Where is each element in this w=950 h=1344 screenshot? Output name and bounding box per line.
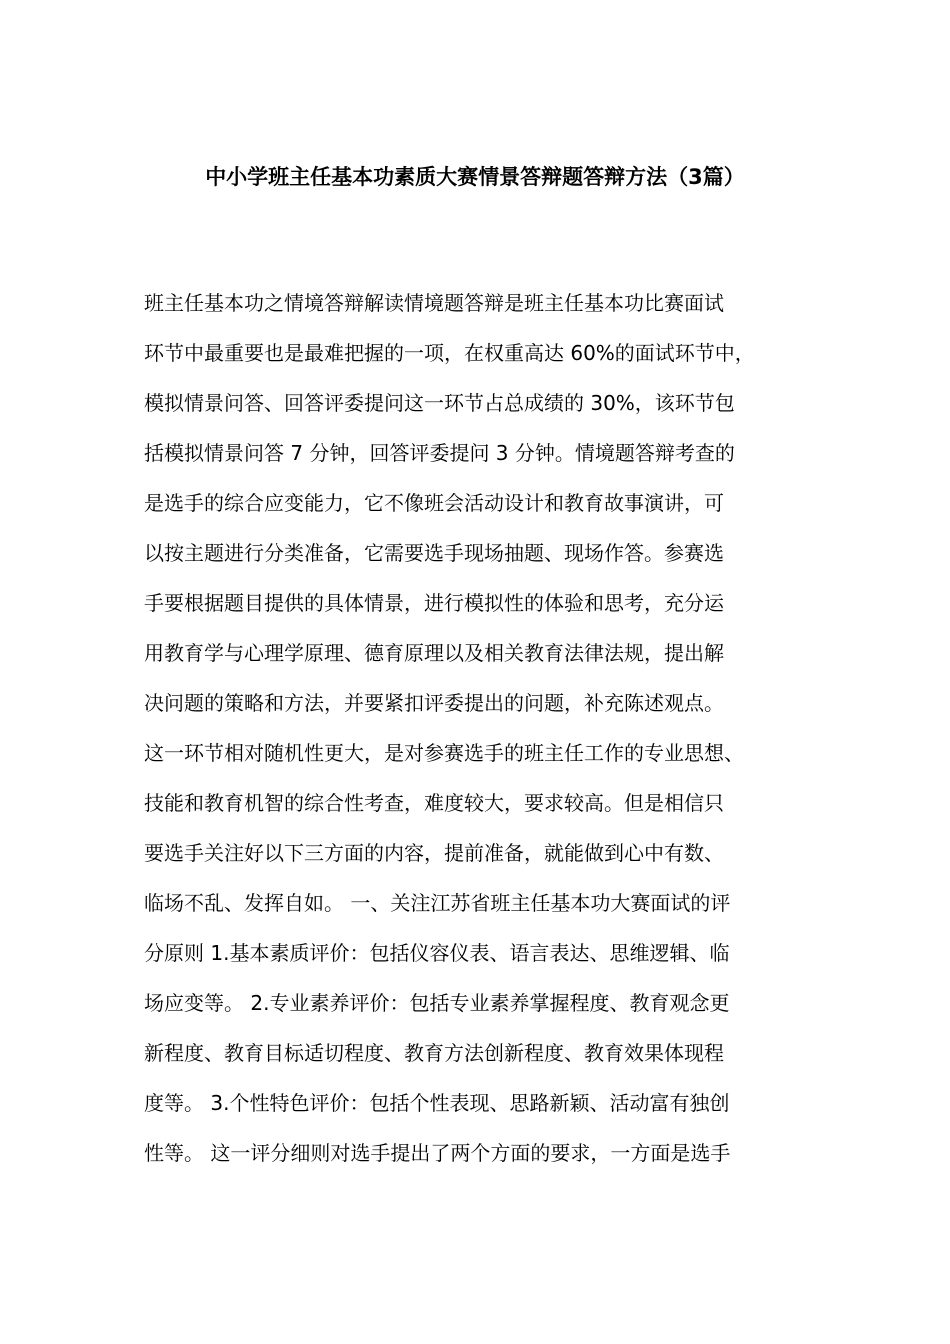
document-title: 中小学班主任基本功素质大赛情景答辩题答辩方法（3篇） — [205, 165, 745, 189]
paragraph-line: 以按主题进行分类准备，它需要选手现场抽题、现场作答。参赛选 — [144, 541, 724, 565]
paragraph-line: 手要根据题目提供的具体情景，进行模拟性的体验和思考，充分运 — [144, 591, 724, 615]
paragraph-line: 技能和教育机智的综合性考查，难度较大，要求较高。但是相信只 — [144, 791, 724, 815]
paragraph-line: 是选手的综合应变能力，它不像班会活动设计和教育故事演讲，可 — [144, 491, 724, 515]
paragraph-line: 模拟情景问答、回答评委提问这一环节占总成绩的 30%，该环节包 — [144, 391, 735, 415]
paragraph-line: 度等。 3.个性特色评价：包括个性表现、思路新颖、活动富有独创 — [144, 1091, 730, 1115]
paragraph-line: 临场不乱、发挥自如。 一、关注江苏省班主任基本功大赛面试的评 — [144, 891, 731, 915]
paragraph-line: 决问题的策略和方法，并要紧扣评委提出的问题，补充陈述观点。 — [144, 691, 724, 715]
paragraph-line: 环节中最重要也是最难把握的一项，在权重高达 60%的面试环节中， — [144, 341, 755, 365]
paragraph-line: 分原则 1.基本素质评价：包括仪容仪表、语言表达、思维逻辑、临 — [144, 941, 730, 965]
paragraph-line: 班主任基本功之情境答辩解读情境题答辩是班主任基本功比赛面试 — [144, 291, 724, 315]
paragraph-line: 要选手关注好以下三方面的内容，提前准备，就能做到心中有数、 — [144, 841, 724, 865]
paragraph-line: 新程度、教育目标适切程度、教育方法创新程度、教育效果体现程 — [144, 1041, 724, 1065]
paragraph-line: 这一环节相对随机性更大，是对参赛选手的班主任工作的专业思想、 — [144, 741, 744, 765]
paragraph-line: 性等。 这一评分细则对选手提出了两个方面的要求，一方面是选手 — [144, 1141, 731, 1165]
paragraph-line: 括模拟情景问答 7 分钟，回答评委提问 3 分钟。情境题答辩考查的 — [144, 441, 735, 465]
paragraph-line: 场应变等。 2.专业素养评价：包括专业素养掌握程度、教育观念更 — [144, 991, 730, 1015]
paragraph-line: 用教育学与心理学原理、德育原理以及相关教育法律法规，提出解 — [144, 641, 724, 665]
document-body — [144, 283, 844, 1183]
